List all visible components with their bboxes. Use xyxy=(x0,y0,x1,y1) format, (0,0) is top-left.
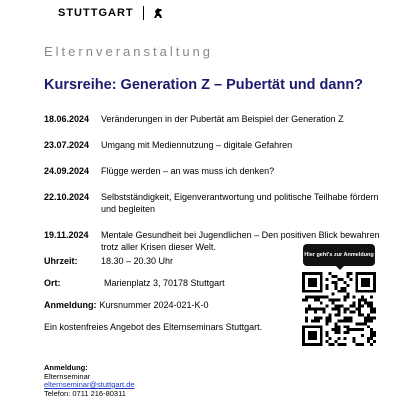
event-item xyxy=(44,191,394,215)
subtitle: Elternveranstaltung xyxy=(44,44,214,59)
offer-note: Ein kostenfreies Angebot des Elternseminars Stuttgart. xyxy=(44,322,263,332)
uhrzeit-row xyxy=(44,255,173,267)
ort-row xyxy=(44,277,225,289)
uhrzeit-value: 18.30 – 20.30 Uhr xyxy=(101,256,174,266)
event-text: Mentale Gesundheit bei Jugendlichen – Den positiven Blick bewahren trotz aller Krisen dieser Welt. xyxy=(101,230,380,252)
event-text: Selbstständigkeit, Eigenverantwortung und politische Teilhabe fördern und begleiten xyxy=(101,192,379,214)
event-item xyxy=(44,165,394,177)
anmeldung-value: Kursnummer 2024-021-K-0 xyxy=(99,300,209,310)
horse-icon xyxy=(152,7,164,19)
qr-code-icon[interactable] xyxy=(302,272,376,346)
contact-org: Elternseminar xyxy=(44,371,91,381)
header-divider xyxy=(143,6,144,20)
event-date: 22.10.2024 xyxy=(44,192,90,202)
event-text: Umgang mit Mediennutzung – digitale Gefahren xyxy=(101,140,293,150)
qr-banner: Hier geht's zur Anmeldung xyxy=(303,244,375,266)
event-text: Veränderungen in der Pubertät am Beispiel der Generation Z xyxy=(101,114,344,124)
contact-phone: Telefon: 0711 216-80311 xyxy=(44,388,126,398)
brand-logo-text: STUTTGART xyxy=(58,7,134,19)
header xyxy=(58,2,164,24)
event-item xyxy=(44,113,394,125)
ort-value: Marienplatz 3, 70178 Stuttgart xyxy=(104,278,225,288)
contact-block xyxy=(44,364,135,398)
page-title: Kursreihe: Generation Z – Pubertät und dann? xyxy=(44,77,364,93)
ort-label: Ort: xyxy=(44,278,61,288)
event-date: 18.06.2024 xyxy=(44,114,90,124)
anmeldung-label: Anmeldung: xyxy=(44,300,97,310)
uhrzeit-label: Uhrzeit: xyxy=(44,256,78,266)
event-text: Flügge werden – an was muss ich denken? xyxy=(101,166,275,176)
contact-email-link[interactable]: elternseminar@stuttgart.de xyxy=(44,380,135,389)
event-date: 23.07.2024 xyxy=(44,140,90,150)
event-list xyxy=(44,113,394,253)
contact-heading: Anmeldung: xyxy=(44,363,88,372)
event-item xyxy=(44,139,394,151)
event-date: 19.11.2024 xyxy=(44,230,89,240)
event-date: 24.09.2024 xyxy=(44,166,90,176)
anmeldung-row xyxy=(44,299,209,311)
